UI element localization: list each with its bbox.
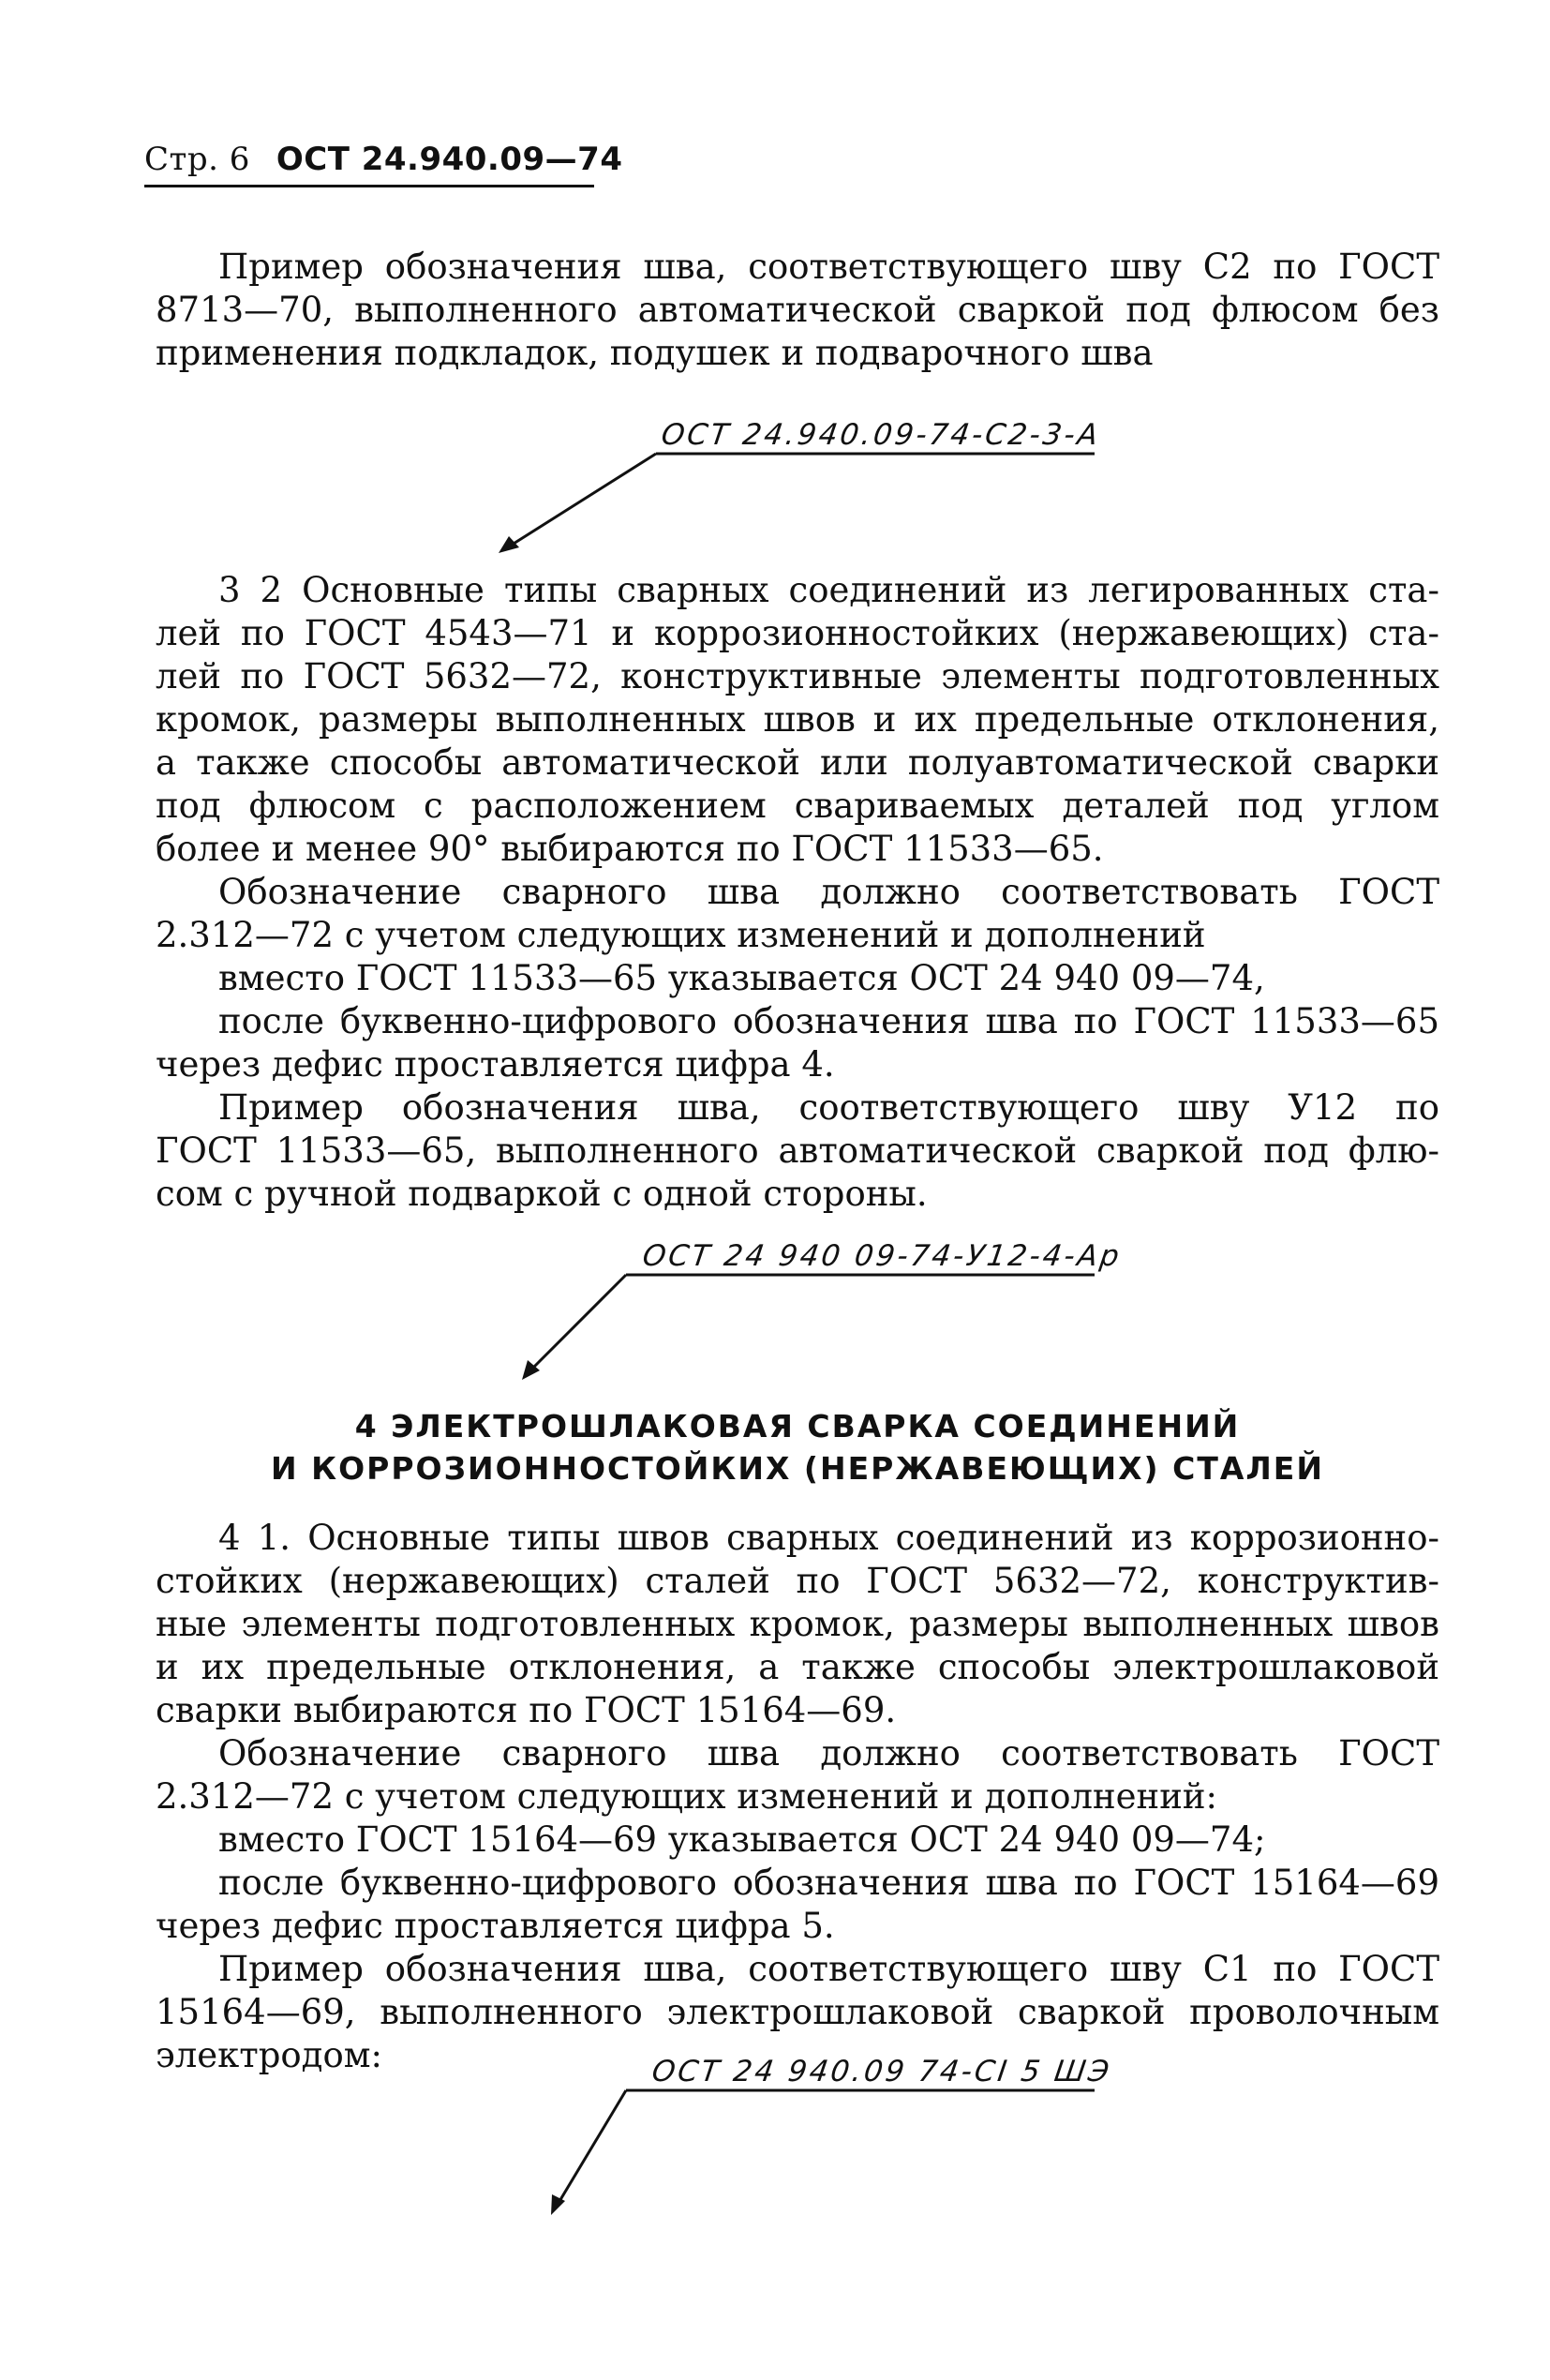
section-heading: И КОРРОЗИОННОСТОЙКИХ (НЕРЖАВЕЮЩИХ) СТАЛЕЙ (271, 1450, 1324, 1487)
paragraph-line: 4 1. Основные типы швов сварных соединений из коррозионно- (218, 1518, 1439, 1558)
paragraph-line: Обозначение сварного шва должно соответствовать ГОСТ (218, 1733, 1439, 1774)
paragraph-line: вместо ГОСТ 15164—69 указывается ОСТ 24 940 09—74; (218, 1819, 1266, 1860)
document-code: ОСТ 24.940.09—74 (276, 141, 623, 178)
paragraph-line: Пример обозначения шва, соответствующего шву С2 по ГОСТ (218, 247, 1439, 287)
paragraph-line: 3 2 Основные типы сварных соединений из легированных ста- (218, 570, 1439, 610)
weld-designation-2: ОСТ 24 940 09-74-У12-4-Ар (640, 1239, 1125, 1273)
paragraph-line: более и менее 90° выбираются по ГОСТ 11533—65. (156, 829, 1104, 869)
weld-arrow-line-2 (528, 1275, 626, 1373)
paragraph-line: Пример обозначения шва, соответствующего шву У12 по (218, 1087, 1439, 1128)
paragraph-line: 8713—70, выполненного автоматической сваркой под флюсом без (156, 290, 1439, 330)
paragraph-line: сом с ручной подваркой с одной стороны. (156, 1174, 928, 1214)
paragraph-line: 2.312—72 с учетом следующих изменений и дополнений: (156, 1776, 1217, 1817)
weld-arrowhead-1 (499, 536, 519, 553)
paragraph-line: применения подкладок, подушек и подварочного шва (156, 333, 1154, 373)
weld-designation-1: ОСТ 24.940.09-74-С2-3-А (659, 418, 1103, 452)
paragraph-line: под флюсом с расположением свариваемых деталей под углом (156, 786, 1439, 826)
paragraph-line: после буквенно-цифрового обозначения шва по ГОСТ 15164—69 (218, 1863, 1439, 1903)
paragraph-line: ные элементы подготовленных кромок, размеры выполненных швов (156, 1604, 1439, 1644)
paragraph-line: после буквенно-цифрового обозначения шва по ГОСТ 11533—65 (218, 1001, 1439, 1041)
paragraph-line: Обозначение сварного шва должно соответствовать ГОСТ (218, 872, 1439, 912)
paragraph-line: лей по ГОСТ 4543—71 и коррозионностойких (нержавеющих) ста- (156, 613, 1439, 653)
weld-arrow-line-3 (556, 2090, 626, 2208)
paragraph-line: Пример обозначения шва, соответствующего шву С1 по ГОСТ (218, 1949, 1439, 1989)
paragraph-line: через дефис проставляется цифра 4. (156, 1044, 835, 1085)
section-heading: 4 ЭЛЕКТРОШЛАКОВАЯ СВАРКА СОЕДИНЕНИЙ (354, 1408, 1241, 1444)
paragraph-line: через дефис проставляется цифра 5. (156, 1906, 835, 1946)
weld-arrow-line-1 (506, 454, 656, 548)
weld-designation-3: ОСТ 24 940.09 74-СI 5 ШЭ (649, 2055, 1114, 2088)
paragraph-line: а также способы автоматической или полуавтоматической сварки (156, 742, 1439, 783)
paragraph-line: ГОСТ 11533—65, выполненного автоматической сваркой под флю- (156, 1130, 1439, 1171)
page-number: Стр. 6 (144, 141, 250, 178)
paragraph-line: 2.312—72 с учетом следующих изменений и дополнений (156, 915, 1206, 955)
paragraph-line: и их предельные отклонения, а также способы электрошлаковой (156, 1647, 1439, 1687)
paragraph-line: лей по ГОСТ 5632—72, конструктивные элементы подготовленных (156, 656, 1439, 696)
paragraph-line: кромок, размеры выполненных швов и их предельные отклонения, (156, 699, 1439, 740)
paragraph-line: 15164—69, выполненного электрошлаковой сваркой проволочным (156, 1992, 1439, 2032)
paragraph-line: стойких (нержавеющих) сталей по ГОСТ 5632—72, конструктив- (156, 1561, 1439, 1601)
paragraph-line: сварки выбираются по ГОСТ 15164—69. (156, 1690, 897, 1730)
paragraph-line: вместо ГОСТ 11533—65 указывается ОСТ 24 940 09—74, (218, 958, 1265, 998)
paragraph-line: электродом: (156, 2035, 382, 2075)
